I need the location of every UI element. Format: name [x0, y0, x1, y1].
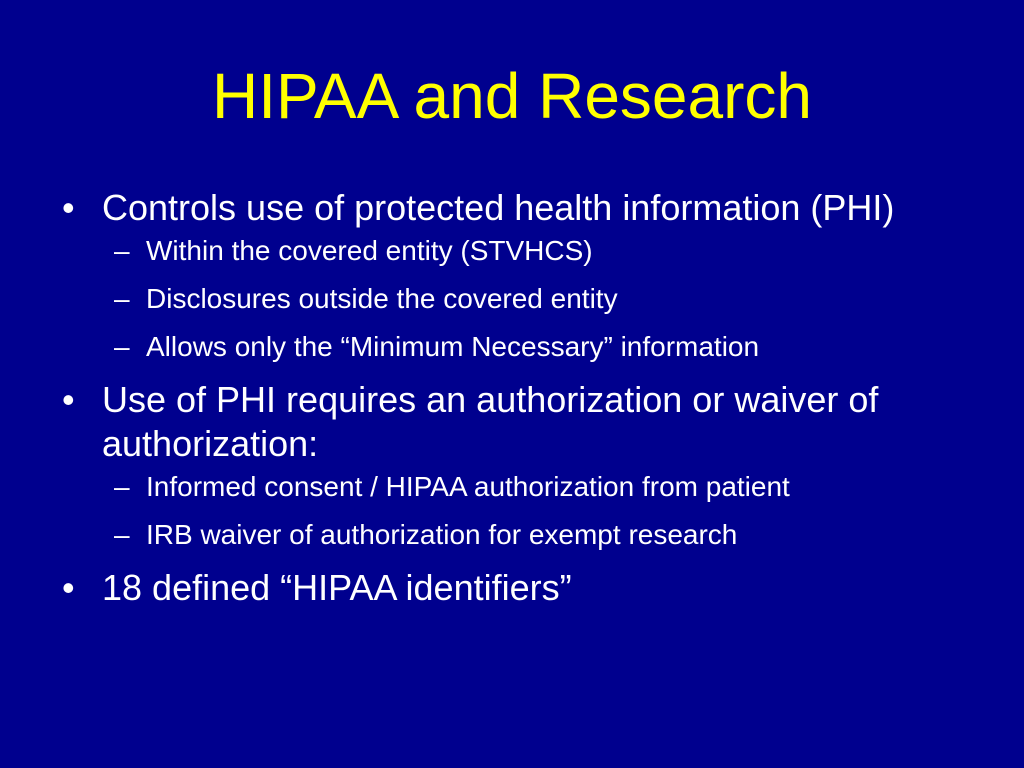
sub-bullet-marker: –: [114, 235, 130, 266]
sub-bullet-item: [62, 470, 1002, 504]
sub-bullet-text: Within the covered entity (STVHCS): [146, 235, 593, 266]
sub-bullet-item: [62, 518, 1002, 552]
sub-bullet-marker: –: [114, 519, 130, 550]
sub-bullet-item: [62, 282, 1002, 316]
sub-bullet-marker: –: [114, 283, 130, 314]
sub-bullet-marker: –: [114, 471, 130, 502]
bullet-item: [62, 186, 1002, 230]
sub-bullet-item: [62, 330, 1002, 364]
slide-body: [62, 186, 1002, 614]
bullet-marker: •: [62, 379, 75, 420]
sub-bullet-text: Disclosures outside the covered entity: [146, 283, 618, 314]
sub-bullet-marker: –: [114, 331, 130, 362]
bullet-text: Use of PHI requires an authorization or waiver of authorization:: [102, 379, 879, 464]
bullet-marker: •: [62, 567, 75, 608]
slide-title: HIPAA and Research: [211, 60, 813, 132]
bullet-text: Controls use of protected health information (PHI): [102, 187, 895, 228]
bullet-item: [62, 378, 1002, 466]
sub-bullet-text: Informed consent / HIPAA authorization from patient: [146, 471, 790, 502]
sub-bullet-text: IRB waiver of authorization for exempt research: [146, 519, 738, 550]
sub-bullet-text: Allows only the “Minimum Necessary” information: [146, 331, 760, 362]
bullet-item: [62, 566, 1002, 610]
sub-bullet-item: [62, 234, 1002, 268]
bullet-text: 18 defined “HIPAA identifiers”: [102, 567, 572, 608]
bullet-marker: •: [62, 187, 75, 228]
